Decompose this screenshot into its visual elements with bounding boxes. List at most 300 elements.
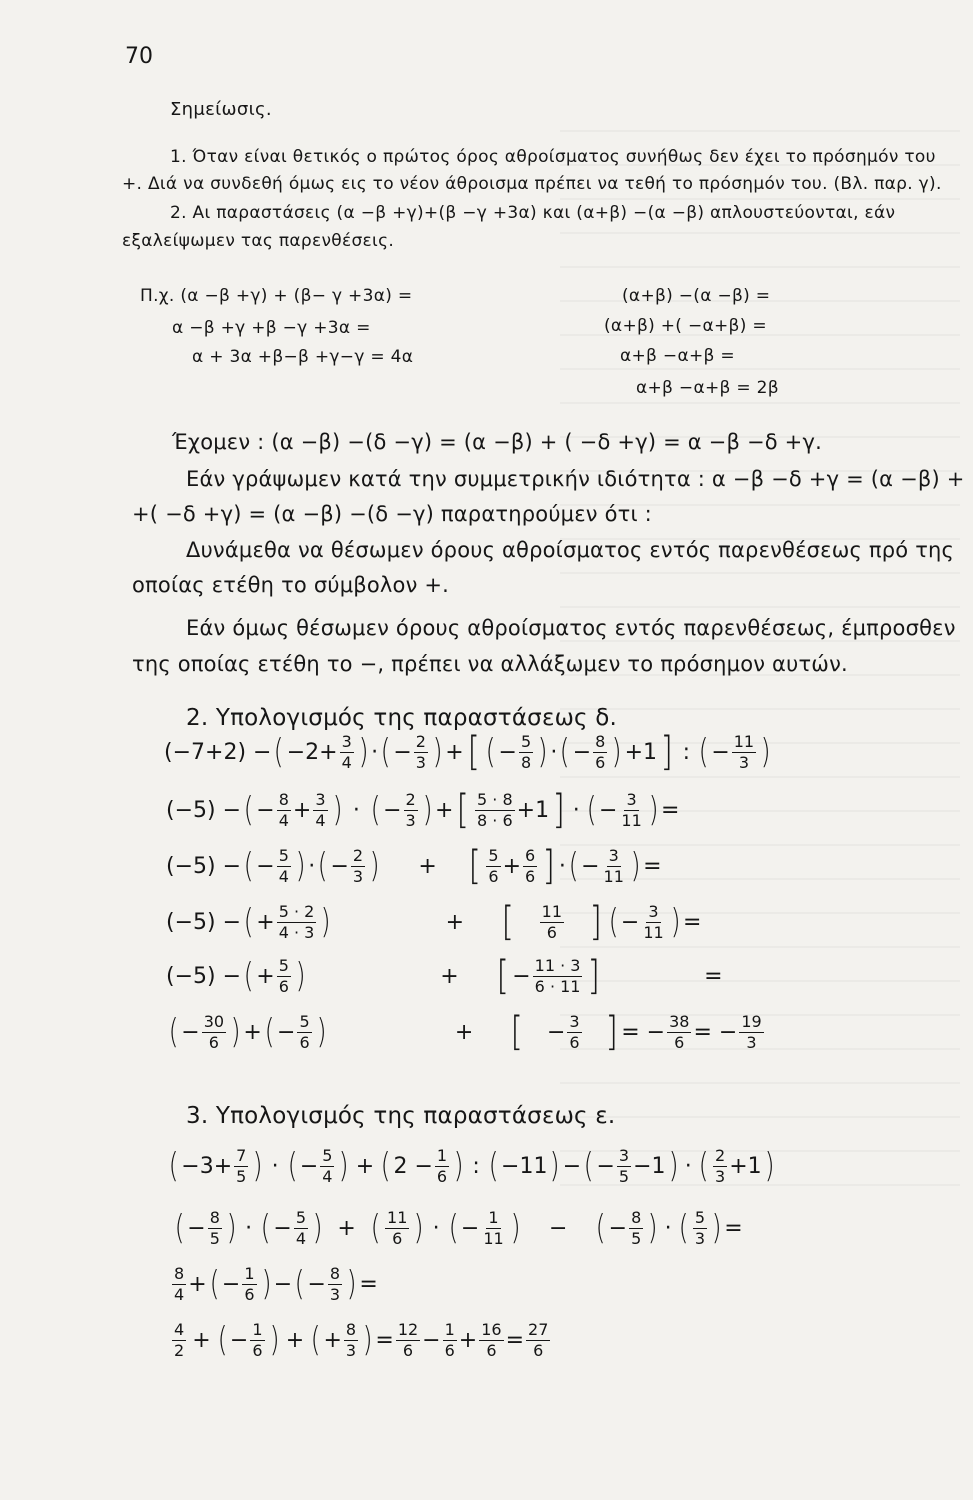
denominator: 5 <box>618 1166 630 1186</box>
numerator: 3 <box>648 901 659 921</box>
fraction <box>172 1263 186 1304</box>
denominator: 6 <box>674 1032 685 1052</box>
rule-dynametha-line-2: οποίας ετέθη το σύμβολον +. <box>132 573 450 597</box>
denominator: 6 <box>488 866 499 886</box>
term: − <box>187 1215 206 1241</box>
fraction <box>619 789 643 830</box>
fraction <box>523 845 537 886</box>
denominator: 4 · 3 <box>278 922 315 942</box>
example-left-2: α −β +γ +β −γ +3α = <box>172 318 371 338</box>
term: + <box>192 1327 211 1353</box>
denominator: 6 <box>525 866 536 886</box>
paren: ( <box>294 1264 305 1304</box>
term: = <box>375 1327 394 1353</box>
fraction <box>629 1207 643 1248</box>
term: − <box>562 1153 582 1179</box>
term: + <box>445 739 464 765</box>
term: − <box>307 1271 326 1297</box>
fraction <box>602 845 626 886</box>
bracket: ] <box>552 787 566 833</box>
denominator: 6 <box>402 1340 414 1360</box>
paren: ) <box>362 1320 373 1360</box>
numerator: 8 <box>209 1207 220 1227</box>
fraction <box>475 789 515 830</box>
term: = <box>682 909 702 935</box>
numerator: 3 <box>569 1011 580 1031</box>
numerator: 8 <box>631 1207 642 1227</box>
fraction <box>277 901 317 942</box>
numerator: 11 <box>387 1207 408 1227</box>
fraction <box>234 1145 248 1186</box>
paren: ) <box>332 790 343 830</box>
numerator: 4 <box>174 1319 185 1339</box>
term: − <box>229 1327 249 1353</box>
denominator: 4 <box>278 866 289 886</box>
paren: ) <box>670 902 681 942</box>
term: (−5) − <box>166 909 242 935</box>
numerator: 5 <box>322 1145 333 1165</box>
paren: ( <box>560 732 571 772</box>
fraction <box>344 1319 358 1360</box>
fraction <box>172 1319 186 1360</box>
term: · <box>432 1215 440 1241</box>
fraction <box>479 1319 503 1360</box>
paren: ( <box>608 902 619 942</box>
term: = <box>704 963 723 989</box>
denominator: 6 <box>436 1166 448 1186</box>
fraction <box>313 789 327 830</box>
page-number: 70 <box>125 44 153 69</box>
paren: ( <box>583 1146 594 1186</box>
paren: ) <box>611 732 622 772</box>
fraction <box>540 901 564 942</box>
paren: ) <box>432 732 443 772</box>
term: − <box>277 1019 296 1045</box>
term: = <box>661 797 680 823</box>
rule-ean-line-2: +( −δ +γ) = (α −β) −(δ −γ) παρατηρούμεν ότι : <box>132 502 652 526</box>
term: · <box>352 797 360 823</box>
numerator: 1 <box>244 1263 255 1283</box>
term: = − <box>621 1019 666 1045</box>
term: · <box>271 1153 279 1179</box>
note-1-line-2: +. Διά να συνδεθή όμως εις το νέον άθροισμα πρέπει να τεθή το πρόσημόν του. (Βλ. παρ. γ). <box>122 174 942 194</box>
paren: ) <box>269 1320 280 1360</box>
bracket: [ <box>496 953 509 999</box>
paren: ) <box>422 790 433 830</box>
example-right-2: (α+β) +( −α+β) = <box>604 316 767 336</box>
term: : <box>682 739 691 765</box>
fraction <box>404 789 418 830</box>
bracket: ] <box>588 953 601 999</box>
paren: ) <box>668 1146 679 1186</box>
numerator: 5 <box>278 845 289 865</box>
paren: ( <box>370 1208 381 1248</box>
note-2-line-2: εξαλείψωμεν τας παρενθέσεις. <box>122 231 395 251</box>
note-1-line-1: 1. Όταν είναι θετικός ο πρώτος όρος αθροίσματος συνήθως δεν έχει το πρόσημόν του <box>170 147 936 167</box>
denominator: 11 <box>643 922 664 942</box>
fraction <box>739 1011 763 1052</box>
example-right-3: α+β −α+β = <box>620 346 735 366</box>
numerator: 5 <box>520 731 532 751</box>
denominator: 6 <box>299 1032 310 1052</box>
denominator: 4 <box>174 1284 185 1304</box>
paren: ) <box>630 846 641 886</box>
denominator: 5 <box>236 1166 247 1186</box>
numerator: 7 <box>236 1145 247 1165</box>
fraction <box>351 845 365 886</box>
numerator: 1 <box>488 1207 499 1227</box>
term: = − <box>693 1019 738 1045</box>
denominator: 4 <box>315 810 326 830</box>
s3-equation-row-2 <box>172 1198 743 1258</box>
paren: ( <box>488 1146 499 1186</box>
paren: ( <box>448 1208 459 1248</box>
denominator: 5 <box>209 1228 220 1248</box>
bracket: ] <box>605 1009 618 1055</box>
paren: ) <box>358 732 369 772</box>
numerator: 1 <box>252 1319 263 1339</box>
term: − <box>512 963 531 989</box>
term: + <box>355 1153 375 1179</box>
fraction <box>617 1145 631 1186</box>
term: − <box>256 797 275 823</box>
bracket: [ <box>456 787 470 833</box>
s3-equation-row-3 <box>170 1254 378 1314</box>
term: = <box>359 1271 378 1297</box>
numerator: 5 · 2 <box>278 901 315 921</box>
fraction <box>667 1011 691 1052</box>
fraction <box>693 1207 707 1248</box>
term: · <box>684 1153 692 1179</box>
numerator: 5 · 8 <box>477 789 513 809</box>
denominator: 6 · 11 <box>534 976 581 996</box>
paren: ) <box>321 902 331 942</box>
section-2-title: 2. Υπολογισμός της παραστάσεως δ. <box>186 705 618 731</box>
s2-equation-row-4 <box>166 892 701 952</box>
term: = <box>505 1327 525 1353</box>
term: = <box>724 1215 743 1241</box>
numerator: 12 <box>397 1319 419 1339</box>
denominator: 4 <box>295 1228 307 1248</box>
bracket: ] <box>660 729 674 775</box>
fraction <box>526 1319 550 1360</box>
example-right-4: α+β −α+β = 2β <box>636 378 779 398</box>
bracket: ] <box>589 899 603 945</box>
paren: ( <box>243 846 254 886</box>
denominator: 3 <box>746 1032 757 1052</box>
term: −2+ <box>286 739 338 765</box>
bracket: [ <box>468 843 481 889</box>
example-right-1: (α+β) −(α −β) = <box>622 286 771 306</box>
paren: ( <box>485 732 496 772</box>
fraction <box>443 1319 457 1360</box>
numerator: 2 <box>715 1145 726 1165</box>
term: − <box>393 739 412 765</box>
paren: ) <box>312 1208 323 1248</box>
term: − <box>548 1215 568 1241</box>
paren: ) <box>647 1208 658 1248</box>
term: − <box>256 853 275 879</box>
term: − <box>460 1215 480 1241</box>
paren: ) <box>339 1146 350 1186</box>
paren: ( <box>243 956 254 996</box>
fraction <box>519 731 533 772</box>
term: −1 <box>633 1153 666 1179</box>
term: − <box>299 1153 319 1179</box>
denominator: 11 <box>603 866 624 886</box>
denominator: 6 <box>278 976 289 996</box>
fraction <box>277 845 291 886</box>
fraction <box>208 1207 222 1248</box>
fraction <box>250 1319 264 1360</box>
paren: ) <box>295 956 306 996</box>
section-3-title: 3. Υπολογισμός της παραστάσεως ε. <box>186 1103 616 1129</box>
term: + <box>243 1019 262 1045</box>
numerator: 8 <box>595 731 606 751</box>
paren: ) <box>252 1146 263 1186</box>
denominator: 6 <box>252 1340 263 1360</box>
denominator: 4 <box>322 1166 333 1186</box>
bracket: [ <box>510 1009 524 1055</box>
paren: ) <box>648 790 659 830</box>
denominator: 11 <box>483 1228 504 1248</box>
denominator: 3 <box>345 1340 357 1360</box>
numerator: 3 <box>315 789 326 809</box>
paren: ( <box>380 1146 391 1186</box>
term: (−7+2) − <box>164 739 272 765</box>
paren: ( <box>370 790 381 830</box>
paren: ( <box>568 846 579 886</box>
term: −3+ <box>181 1153 233 1179</box>
term: − <box>546 1019 566 1045</box>
term: − <box>596 1153 615 1179</box>
numerator: 8 <box>278 789 289 809</box>
term: + <box>502 853 522 879</box>
numerator: 27 <box>528 1319 549 1339</box>
numerator: 5 <box>295 1207 307 1227</box>
denominator: 3 <box>715 1166 726 1186</box>
numerator: 2 <box>405 789 416 809</box>
paren: ( <box>264 1012 275 1052</box>
fraction <box>202 1011 226 1052</box>
fraction <box>320 1145 334 1186</box>
denominator: 3 <box>329 1284 341 1304</box>
s3-equation-row-1 <box>166 1136 777 1196</box>
fraction <box>435 1145 449 1186</box>
numerator: 3 <box>341 731 352 751</box>
numerator: 11 <box>541 901 563 921</box>
bracket: [ <box>501 899 515 945</box>
numerator: 3 <box>626 789 637 809</box>
paren: ) <box>226 1208 237 1248</box>
dot: · <box>371 739 379 765</box>
term: (−5) − <box>166 797 242 823</box>
denominator: 11 <box>621 810 642 830</box>
term: − <box>181 1019 200 1045</box>
numerator: 16 <box>481 1319 502 1339</box>
numerator: 8 <box>174 1263 185 1283</box>
bracket: [ <box>467 729 480 775</box>
term: +1 <box>729 1153 762 1179</box>
term: + <box>434 797 454 823</box>
paren: ) <box>369 846 380 886</box>
term: + <box>445 909 465 935</box>
denominator: 4 <box>278 810 289 830</box>
paren: ( <box>596 1208 607 1248</box>
fraction <box>294 1207 308 1248</box>
term: + <box>458 1327 478 1353</box>
denominator: 8 <box>520 752 532 772</box>
rule-ean-omos-line-2: της οποίας ετέθη το −, πρέπει να αλλάξωμεν το πρόσημον αυτών. <box>132 652 848 676</box>
paren: ( <box>678 1208 689 1248</box>
paren: ) <box>764 1146 775 1186</box>
paren: ) <box>414 1208 424 1248</box>
term: + <box>292 797 312 823</box>
rule-ean-line-1: Εάν γράψωμεν κατά την συμμετρικήν ιδιότητα : α −β −δ +γ = (α −β) + <box>186 467 965 491</box>
paren: ( <box>287 1146 298 1186</box>
term: − <box>273 1271 293 1297</box>
term: + <box>188 1271 207 1297</box>
paren: ( <box>260 1208 271 1248</box>
fraction <box>713 1145 727 1186</box>
term: + <box>454 1019 474 1045</box>
note-heading: Σημείωσις. <box>170 99 272 120</box>
dot: · <box>550 739 558 765</box>
numerator: 2 <box>352 845 364 865</box>
term: +1 <box>624 739 658 765</box>
term: · <box>308 853 316 879</box>
numerator: 30 <box>203 1011 225 1031</box>
numerator: 5 <box>488 845 499 865</box>
numerator: 11 <box>733 731 755 751</box>
denominator: 3 <box>415 752 426 772</box>
fraction <box>593 731 607 772</box>
fraction <box>385 1207 409 1248</box>
paren: ( <box>174 1208 185 1248</box>
term: − <box>330 853 349 879</box>
denominator: 6 <box>392 1228 403 1248</box>
term: − <box>422 1327 441 1353</box>
paren: ( <box>243 902 254 942</box>
term: +1 <box>516 797 550 823</box>
paren: ) <box>537 732 548 772</box>
term: − <box>608 1215 628 1241</box>
paren: ( <box>217 1320 228 1360</box>
numerator: 1 <box>444 1319 455 1339</box>
paren: ) <box>316 1012 327 1052</box>
term: + <box>256 963 275 989</box>
denominator: 6 <box>533 1340 544 1360</box>
paren: ( <box>209 1264 220 1304</box>
term: − <box>273 1215 292 1241</box>
term: : <box>472 1153 480 1179</box>
fraction <box>242 1263 256 1304</box>
fraction <box>732 731 756 772</box>
denominator: 6 <box>546 922 557 942</box>
term: + <box>285 1327 305 1353</box>
fraction <box>340 731 354 772</box>
denominator: 6 <box>569 1032 580 1052</box>
example-left-3: α + 3α +β−β +γ−γ = 4α <box>192 347 414 367</box>
term: + <box>256 909 275 935</box>
numerator: 3 <box>618 1145 630 1165</box>
fraction <box>277 789 291 830</box>
paren: ) <box>550 1146 561 1186</box>
term: · <box>572 797 580 823</box>
fraction <box>533 955 583 996</box>
numerator: 8 <box>329 1263 341 1283</box>
denominator: 6 <box>486 1340 497 1360</box>
note-2-line-1: 2. Αι παραστάσεις (α −β +γ)+(β −γ +3α) και (α+β) −(α −β) απλουστεύονται, εάν <box>170 203 896 223</box>
term: − <box>620 909 640 935</box>
paren: ) <box>510 1208 521 1248</box>
numerator: 6 <box>525 845 536 865</box>
term: + <box>418 853 437 879</box>
term: + <box>337 1215 356 1241</box>
term: (−5) − <box>166 963 242 989</box>
rule-echomen: Έχομεν : (α −β) −(δ −γ) = (α −β) + ( −δ +γ) = α −β −δ +γ. <box>172 430 822 454</box>
bracket: ] <box>542 843 556 889</box>
paren: ( <box>586 790 597 830</box>
paren: ) <box>295 846 306 886</box>
denominator: 3 <box>352 866 364 886</box>
numerator: 11 · 3 <box>534 955 581 975</box>
paren: ( <box>310 1320 321 1360</box>
s2-equation-row-2 <box>166 780 679 840</box>
term: · <box>558 853 566 879</box>
paren: ( <box>274 732 285 772</box>
paren: ( <box>168 1012 179 1052</box>
s2-equation-row-5 <box>166 946 723 1006</box>
numerator: 8 <box>345 1319 357 1339</box>
paren: ) <box>760 732 771 772</box>
example-left-1: Π.χ. (α −β +γ) + (β− γ +3α) = <box>140 286 413 306</box>
term: − <box>711 739 730 765</box>
s2-equation-row-3 <box>166 836 662 896</box>
numerator: 1 <box>436 1145 448 1165</box>
rule-dynametha-line-1: Δυνάμεθα να θέσωμεν όρους αθροίσματος εντός παρενθέσεως πρό της <box>186 538 955 562</box>
fraction <box>396 1319 420 1360</box>
term: − <box>572 739 592 765</box>
term: − <box>581 853 600 879</box>
term: − <box>221 1271 241 1297</box>
paren: ( <box>243 790 254 830</box>
term: −11 <box>501 1153 548 1179</box>
fraction <box>567 1011 581 1052</box>
term: + <box>440 963 459 989</box>
s2-equation-row-1 <box>164 722 773 782</box>
fraction <box>328 1263 342 1304</box>
term: (−5) − <box>166 853 242 879</box>
paren: ( <box>698 1146 709 1186</box>
denominator: 3 <box>738 752 750 772</box>
numerator: 19 <box>741 1011 762 1031</box>
denominator: 6 <box>244 1284 255 1304</box>
denominator: 3 <box>694 1228 706 1248</box>
paren: ) <box>230 1012 241 1052</box>
paren: ( <box>698 732 709 772</box>
denominator: 4 <box>341 752 352 772</box>
fraction <box>481 1207 505 1248</box>
denominator: 5 <box>631 1228 642 1248</box>
denominator: 3 <box>405 810 416 830</box>
denominator: 2 <box>174 1340 185 1360</box>
rule-ean-omos-line-1: Εάν όμως θέσωμεν όρους αθροίσματος εντός παρενθέσεως, έμπροσθεν <box>186 616 956 640</box>
term: 2 − <box>393 1153 433 1179</box>
numerator: 38 <box>669 1011 690 1031</box>
denominator: 6 <box>444 1340 455 1360</box>
numerator: 2 <box>415 731 426 751</box>
